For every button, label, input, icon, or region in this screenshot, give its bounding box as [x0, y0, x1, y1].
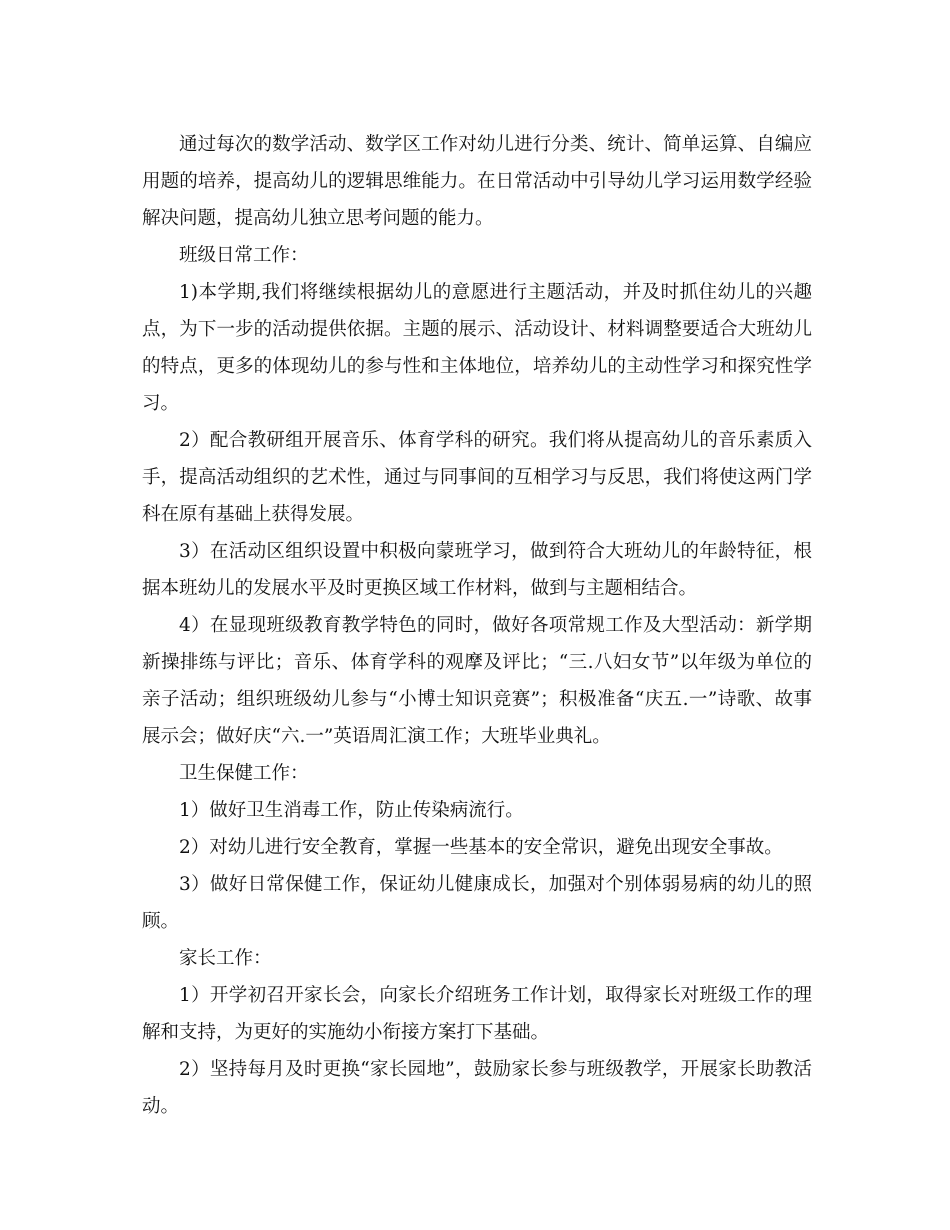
paragraph-health-3: 3）做好日常保健工作，保证幼儿健康成长，加强对个别体弱易病的幼儿的照顾。 — [142, 874, 812, 932]
paragraph-daily-2: 2）配合教研组开展音乐、体育学科的研究。我们将从提高幼儿的音乐素质入手，提高活动组织的艺术性，通过与同事间的互相学习与反思，我们将使这两门学科在原有基础上获得发展。 — [142, 430, 812, 525]
heading-parent-work: 家长工作： — [179, 948, 272, 969]
paragraph-daily-1: 1)本学期,我们将继续根据幼儿的意愿进行主题活动，并及时抓住幼儿的兴趣点，为下一步的活动提供依据。主题的展示、活动设计、材料调整要适合大班幼儿的特点，更多的体现幼儿的参与性和主体地位，培养幼儿的主动性学习和探究性学习。 — [142, 282, 812, 414]
document-body — [142, 126, 812, 1125]
paragraph-daily-3: 3）在活动区组织设置中积极向蒙班学习，做到符合大班幼儿的年龄特征，根据本班幼儿的发展水平及时更换区域工作材料，做到与主题相结合。 — [142, 541, 812, 599]
paragraph-health-2: 2）对幼儿进行安全教育，掌握一些基本的安全常识，避免出现安全事故。 — [179, 837, 783, 858]
heading-class-daily-work: 班级日常工作： — [179, 245, 309, 266]
paragraph-daily-4: 4）在显现班级教育教学特色的同时，做好各项常规工作及大型活动：新学期新操排练与评比；音乐、体育学科的观摩及评比；“三.八妇女节”以年级为单位的亲子活动；组织班级幼儿参与“小博士知识竞赛”；积极准备“庆五.一”诗歌、故事展示会；做好庆“六.一”英语周汇演工作；大班毕业典礼。 — [142, 615, 812, 747]
paragraph-parent-1: 1）开学初召开家长会，向家长介绍班务工作计划，取得家长对班级工作的理解和支持，为更好的实施幼小衔接方案打下基础。 — [142, 985, 812, 1043]
paragraph-math-activities: 通过每次的数学活动、数学区工作对幼儿进行分类、统计、简单运算、自编应用题的培养，提高幼儿的逻辑思维能力。在日常活动中引导幼儿学习运用数学经验解决问题，提高幼儿独立思考问题的能力。 — [142, 134, 812, 229]
paragraph-health-1: 1）做好卫生消毒工作，防止传染病流行。 — [179, 800, 524, 821]
heading-health-care-work: 卫生保健工作： — [179, 763, 309, 784]
paragraph-parent-2: 2）坚持每月及时更换“家长园地”，鼓励家长参与班级教学，开展家长助教活动。 — [142, 1059, 812, 1117]
